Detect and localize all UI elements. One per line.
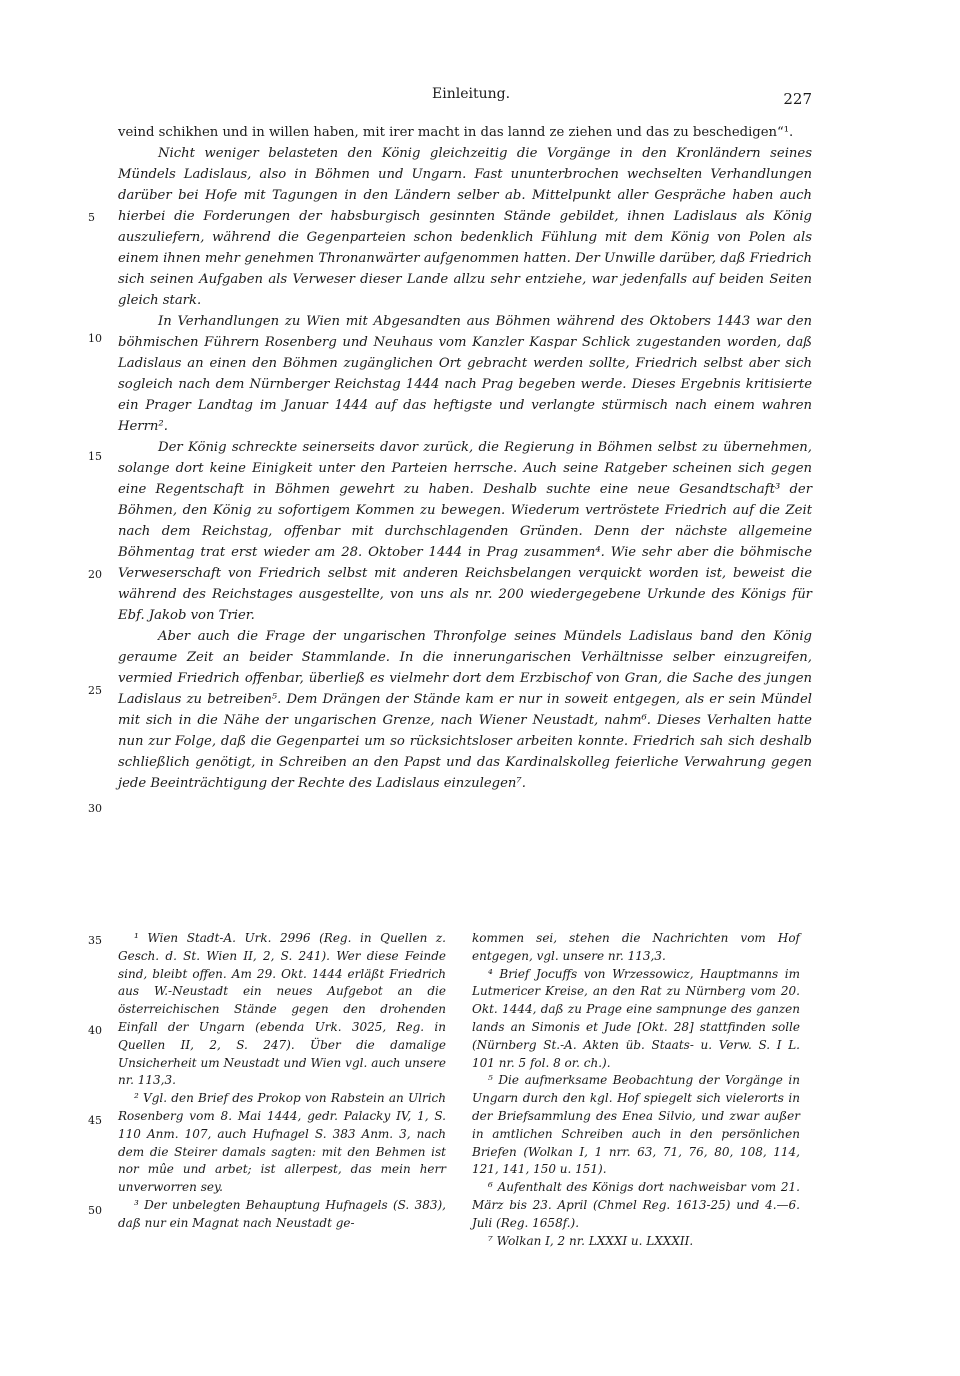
footnote-column-right — [472, 930, 800, 1250]
paragraph: In Verhandlungen zu Wien mit Abgesandten aus Böhmen während des Oktobers 1443 war den böhmischen Führern Rosenberg und Neuhaus vom Kanzler Kaspar Schlick zugestanden worden, daß Ladislaus an einen den Böhmen zugänglichen Ort gebracht werden sollte, Friedrich selbst aber sich sogleich nach dem Nürnberger Reichstag 1444 nach Prag begeben werde. Dieses Ergebnis kritisierte ein Prager Landtag im Januar 1444 auf das heftigste und verlangte stürmisch nach einem wahren Herrn². — [118, 314, 812, 434]
line-number: 50 — [88, 1204, 102, 1217]
paragraph: veind schikhen und in willen haben, mit irer macht in das lannd ze ziehen und das zu beschedigen“¹. — [118, 125, 794, 140]
footnote: ³ Der unbelegten Behauptung Hufnagels (S. 383), daß nur ein Magnat nach Neustadt ge- — [118, 1197, 446, 1230]
line-number: 15 — [88, 450, 102, 463]
line-number: 20 — [88, 568, 102, 581]
footnote: ⁶ Aufenthalt des Königs dort nachweisbar vom 21. März bis 23. April (Chmel Reg. 1613-25) und 4.—6. Juli (Reg. 1658f.). — [472, 1180, 800, 1230]
main-text — [118, 122, 812, 794]
footnote: ² Vgl. den Brief des Prokop von Rabstein an Ulrich Rosenberg vom 8. Mai 1444, gedr. Palacky IV, 1, S. 110 Anm. 107, auch Hufnagel S. 383 Anm. 3, nach dem die Steirer damals sagten: mit den Behmen ist nor mûe und arbet; ist allerpest, das mein herr unverworren sey. — [118, 1091, 446, 1195]
footnote: ⁷ Wolkan I, 2 nr. LXXXI u. LXXXII. — [488, 1233, 694, 1248]
footnote: kommen sei, stehen die Nachrichten vom Hof entgegen, vgl. unsere nr. 113,3. — [472, 931, 800, 963]
running-title: Einleitung. — [432, 86, 511, 102]
line-number: 35 — [88, 934, 102, 947]
line-number: 40 — [88, 1024, 102, 1037]
line-number: 25 — [88, 684, 102, 697]
line-number: 10 — [88, 332, 102, 345]
line-number: 5 — [88, 211, 95, 224]
paragraph: Aber auch die Frage der ungarischen Thronfolge seines Mündels Ladislaus band den König geraume Zeit an beider Stammlande. In die innerungarischen Verhältnisse selber einzugreifen, vermied Friedrich offenbar, überließ es vielmehr dort dem Erzbischof von Gran, die Sache des jungen Ladislaus zu betreiben⁵. Dem Drängen der Stände kam er nur in soweit entgegen, als er sein Mündel mit sich in die Nähe der ungarischen Grenze, nach Wiener Neustadt, nahm⁶. Dieses Verhalten hatte nun zur Folge, daß die Gegenpartei um so rücksichtsloser arbeiten konnte. Friedrich sah sich deshalb schließlich genötigt, in Schreiben an den Papst und das Kardinalskolleg feierliche Verwahrung gegen jede Beeinträchtigung der Rechte des Ladislaus einzulegen⁷. — [118, 629, 812, 791]
footnote: ⁴ Brief Jocuffs von Wrzessowicz, Hauptmanns im Lutmericer Kreise, an den Rat zu Nürnberg vom 20. Okt. 1444, daß zu Prage eine sampnunge des ganzen lands an Simonis et Jude [Okt. 28] stattfinden solle (Nürnberg St.-A. Akten üb. Staats- u. Verw. S. I L. 101 nr. 5 fol. 8 or. ch.). — [472, 966, 800, 1070]
running-header — [120, 86, 812, 110]
line-number: 30 — [88, 802, 102, 815]
page-number: 227 — [783, 90, 812, 108]
footnote: ¹ Wien Stadt-A. Urk. 2996 (Reg. in Quellen z. Gesch. d. St. Wien II, 2, S. 241). Wer diese Feinde sind, bleibt offen. Am 29. Okt. 1444 erläßt Friedrich aus W.-Neustadt ein neues Aufgebot an die österreichischen Stände gegen den drohenden Einfall der Ungarn (ebenda Urk. 3025, Reg. in Quellen II, 2, S. 247). Über die damalige Unsicherheit um Neustadt und Wien vgl. auch unsere nr. 113,3. — [118, 931, 446, 1088]
footnote: ⁵ Die aufmerksame Beobachtung der Vorgänge in Ungarn durch den kgl. Hof spiegelt sich vielerorts in der Briefsammlung des Enea Silvio, und zwar außer in amtlichen Schreiben auch in den persönlichen Briefen (Wolkan I, 1 nrr. 63, 71, 76, 80, 108, 114, 121, 141, 150 u. 151). — [472, 1073, 800, 1177]
footnote-column-left — [118, 930, 446, 1233]
paragraph: Der König schreckte seinerseits davor zurück, die Regierung in Böhmen selbst zu übernehmen, solange dort keine Einigkeit unter den Parteien herrsche. Auch seine Ratgeber scheinen sich gegen eine Regentschaft in Böhmen gewehrt zu haben. Deshalb suchte eine neue Gesandtschaft³ der Böhmen, den König zu sofortigem Kommen zu bewegen. Wiederum vertröstete Friedrich auf die Zeit nach dem Reichstag, offenbar mit durchschlagenden Gründen. Denn der nächste allgemeine Böhmentag trat erst wieder am 28. Oktober 1444 in Prag zusammen⁴. Wie sehr aber die böhmische Verweserschaft von Friedrich selbst mit anderen Reichsbelangen verquickt worden ist, beweist die während des Reichstages ausgestellte, von uns als nr. 200 wiedergegebene Urkunde des Königs für Ebf. Jakob von Trier. — [118, 440, 812, 623]
line-number: 45 — [88, 1114, 102, 1127]
paragraph: Nicht weniger belasteten den König gleichzeitig die Vorgänge in den Kronländern seines Mündels Ladislaus, also in Böhmen und Ungarn. Fast ununterbrochen wechselten Verhandlungen darüber bei Hofe mit Tagungen in den Ländern selber ab. Mittelpunkt aller Gespräche haben auch hierbei die Forderungen der habsburgisch gesinnten Stände gebildet, ihnen Ladislaus als König auszuliefern, während die Gegenparteien schon bedenklich Fühlung mit dem König von Polen als einem ihnen mehr genehmen Thronanwärter aufgenommen hatten. Der Unwille darüber, daß Friedrich sich seinen Aufgaben als Verweser dieser Lande allzu sehr entziehe, war jedenfalls auf beiden Seiten gleich stark. — [118, 146, 812, 308]
